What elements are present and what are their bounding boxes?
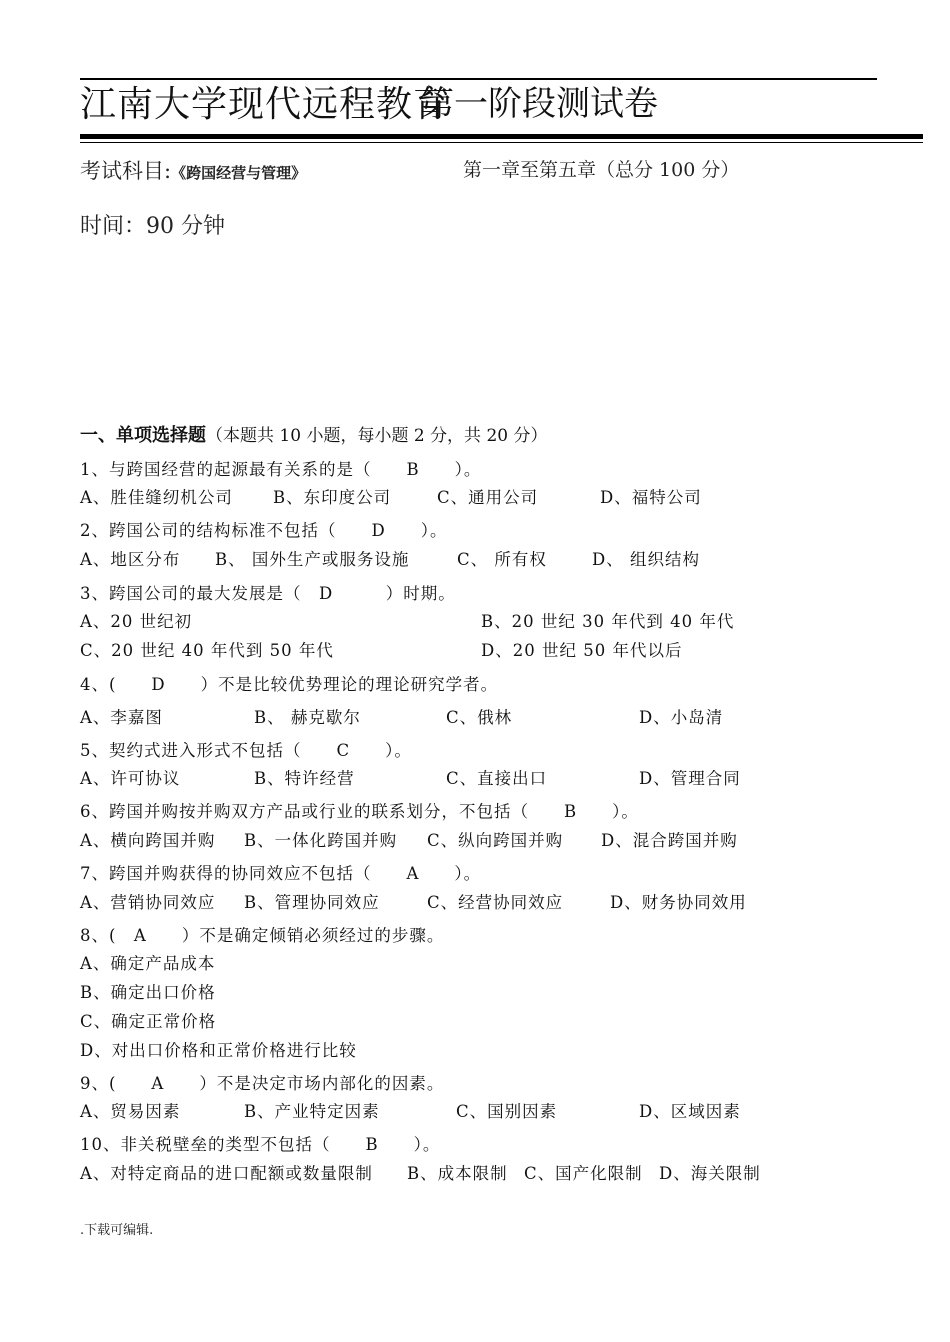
option: C、通用公司	[437, 488, 539, 507]
option: A、李嘉图	[80, 708, 163, 727]
option: B、成本限制	[407, 1164, 508, 1183]
option: B、管理协同效应	[244, 893, 380, 912]
exam-scope: 第一章至第五章（总分 100 分）	[463, 159, 740, 181]
option: C、确定正常价格	[80, 1012, 217, 1031]
section-header	[80, 421, 548, 447]
question-stem: 1、与跨国经营的起源最有关系的是（ B ）。	[80, 460, 482, 479]
option: C、直接出口	[446, 769, 548, 788]
option: C、纵向跨国并购	[427, 831, 564, 850]
question-stem: 10、非关税壁垒的类型不包括（ B ）。	[80, 1135, 441, 1154]
option: A、对特定商品的进口配额或数量限制	[80, 1164, 373, 1183]
option: B、20 世纪 30 年代到 40 年代	[481, 612, 735, 631]
option: B、 国外生产或服务设施	[215, 550, 410, 569]
option: A、许可协议	[80, 769, 181, 788]
option: C、俄林	[446, 708, 513, 727]
question-stem: 4、( D ）不是比较优势理论的理论研究学者。	[80, 675, 499, 694]
option: B、特许经营	[254, 769, 355, 788]
section-title: 一、单项选择题	[80, 425, 206, 446]
option: C、国别因素	[456, 1102, 558, 1121]
option: C、国产化限制	[524, 1164, 643, 1183]
section-note: （本题共 10 小题，每小题 2 分，共 20 分）	[206, 426, 548, 446]
option: B、产业特定因素	[244, 1102, 380, 1121]
question-stem: 8、( A ）不是确定倾销必须经过的步骤。	[80, 926, 445, 945]
option: A、贸易因素	[80, 1102, 181, 1121]
question-stem: 2、跨国公司的结构标准不包括（ D ）。	[80, 521, 448, 540]
question-stem: 5、契约式进入形式不包括（ C ）。	[80, 741, 412, 760]
option: A、地区分布	[80, 550, 181, 569]
option: B、确定出口价格	[80, 983, 216, 1002]
option: C、经营协同效应	[427, 893, 564, 912]
option: A、20 世纪初	[80, 612, 193, 631]
question-stem: 7、跨国并购获得的协同效应不包括（ A ）。	[80, 864, 482, 883]
question-stem: 3、跨国公司的最大发展是（ D ）时期。	[80, 584, 456, 603]
page-title: 江南大学现代远程教育	[80, 84, 451, 125]
option: D、财务协同效用	[610, 893, 747, 912]
option: D、海关限制	[659, 1164, 761, 1183]
page-subtitle: 第一阶段测试卷	[420, 84, 658, 124]
option: A、营销协同效应	[80, 893, 216, 912]
subject-label: 考试科目:	[80, 159, 172, 183]
option: D、 组织结构	[592, 550, 700, 569]
option: D、对出口价格和正常价格进行比较	[80, 1041, 357, 1060]
subject-name: 《跨国经营与管理》	[171, 164, 307, 182]
question-stem: 9、( A ）不是决定市场内部化的因素。	[80, 1074, 445, 1093]
header-thick-rule	[80, 134, 923, 139]
option: B、一体化跨国并购	[244, 831, 398, 850]
option: D、混合跨国并购	[601, 831, 738, 850]
option: D、福特公司	[600, 488, 702, 507]
option: C、 所有权	[457, 550, 547, 569]
option: C、20 世纪 40 年代到 50 年代	[80, 641, 334, 660]
option: D、20 世纪 50 年代以后	[481, 641, 683, 660]
option: B、东印度公司	[273, 488, 392, 507]
question-stem: 6、跨国并购按并购双方产品或行业的联系划分，不包括（ B ）。	[80, 802, 639, 821]
option: D、管理合同	[639, 769, 741, 788]
option: A、横向跨国并购	[80, 831, 216, 850]
option: D、小岛清	[639, 708, 724, 727]
option: A、确定产品成本	[80, 954, 216, 973]
option: D、区域因素	[639, 1102, 741, 1121]
exam-time: 时间：90 分钟	[80, 214, 225, 239]
option: B、 赫克歇尔	[254, 708, 361, 727]
header-sub-rule	[80, 142, 923, 143]
option: A、胜佳缝纫机公司	[80, 488, 233, 507]
exam-subject	[80, 155, 306, 185]
footer-note: .下载可编辑.	[80, 1223, 154, 1238]
